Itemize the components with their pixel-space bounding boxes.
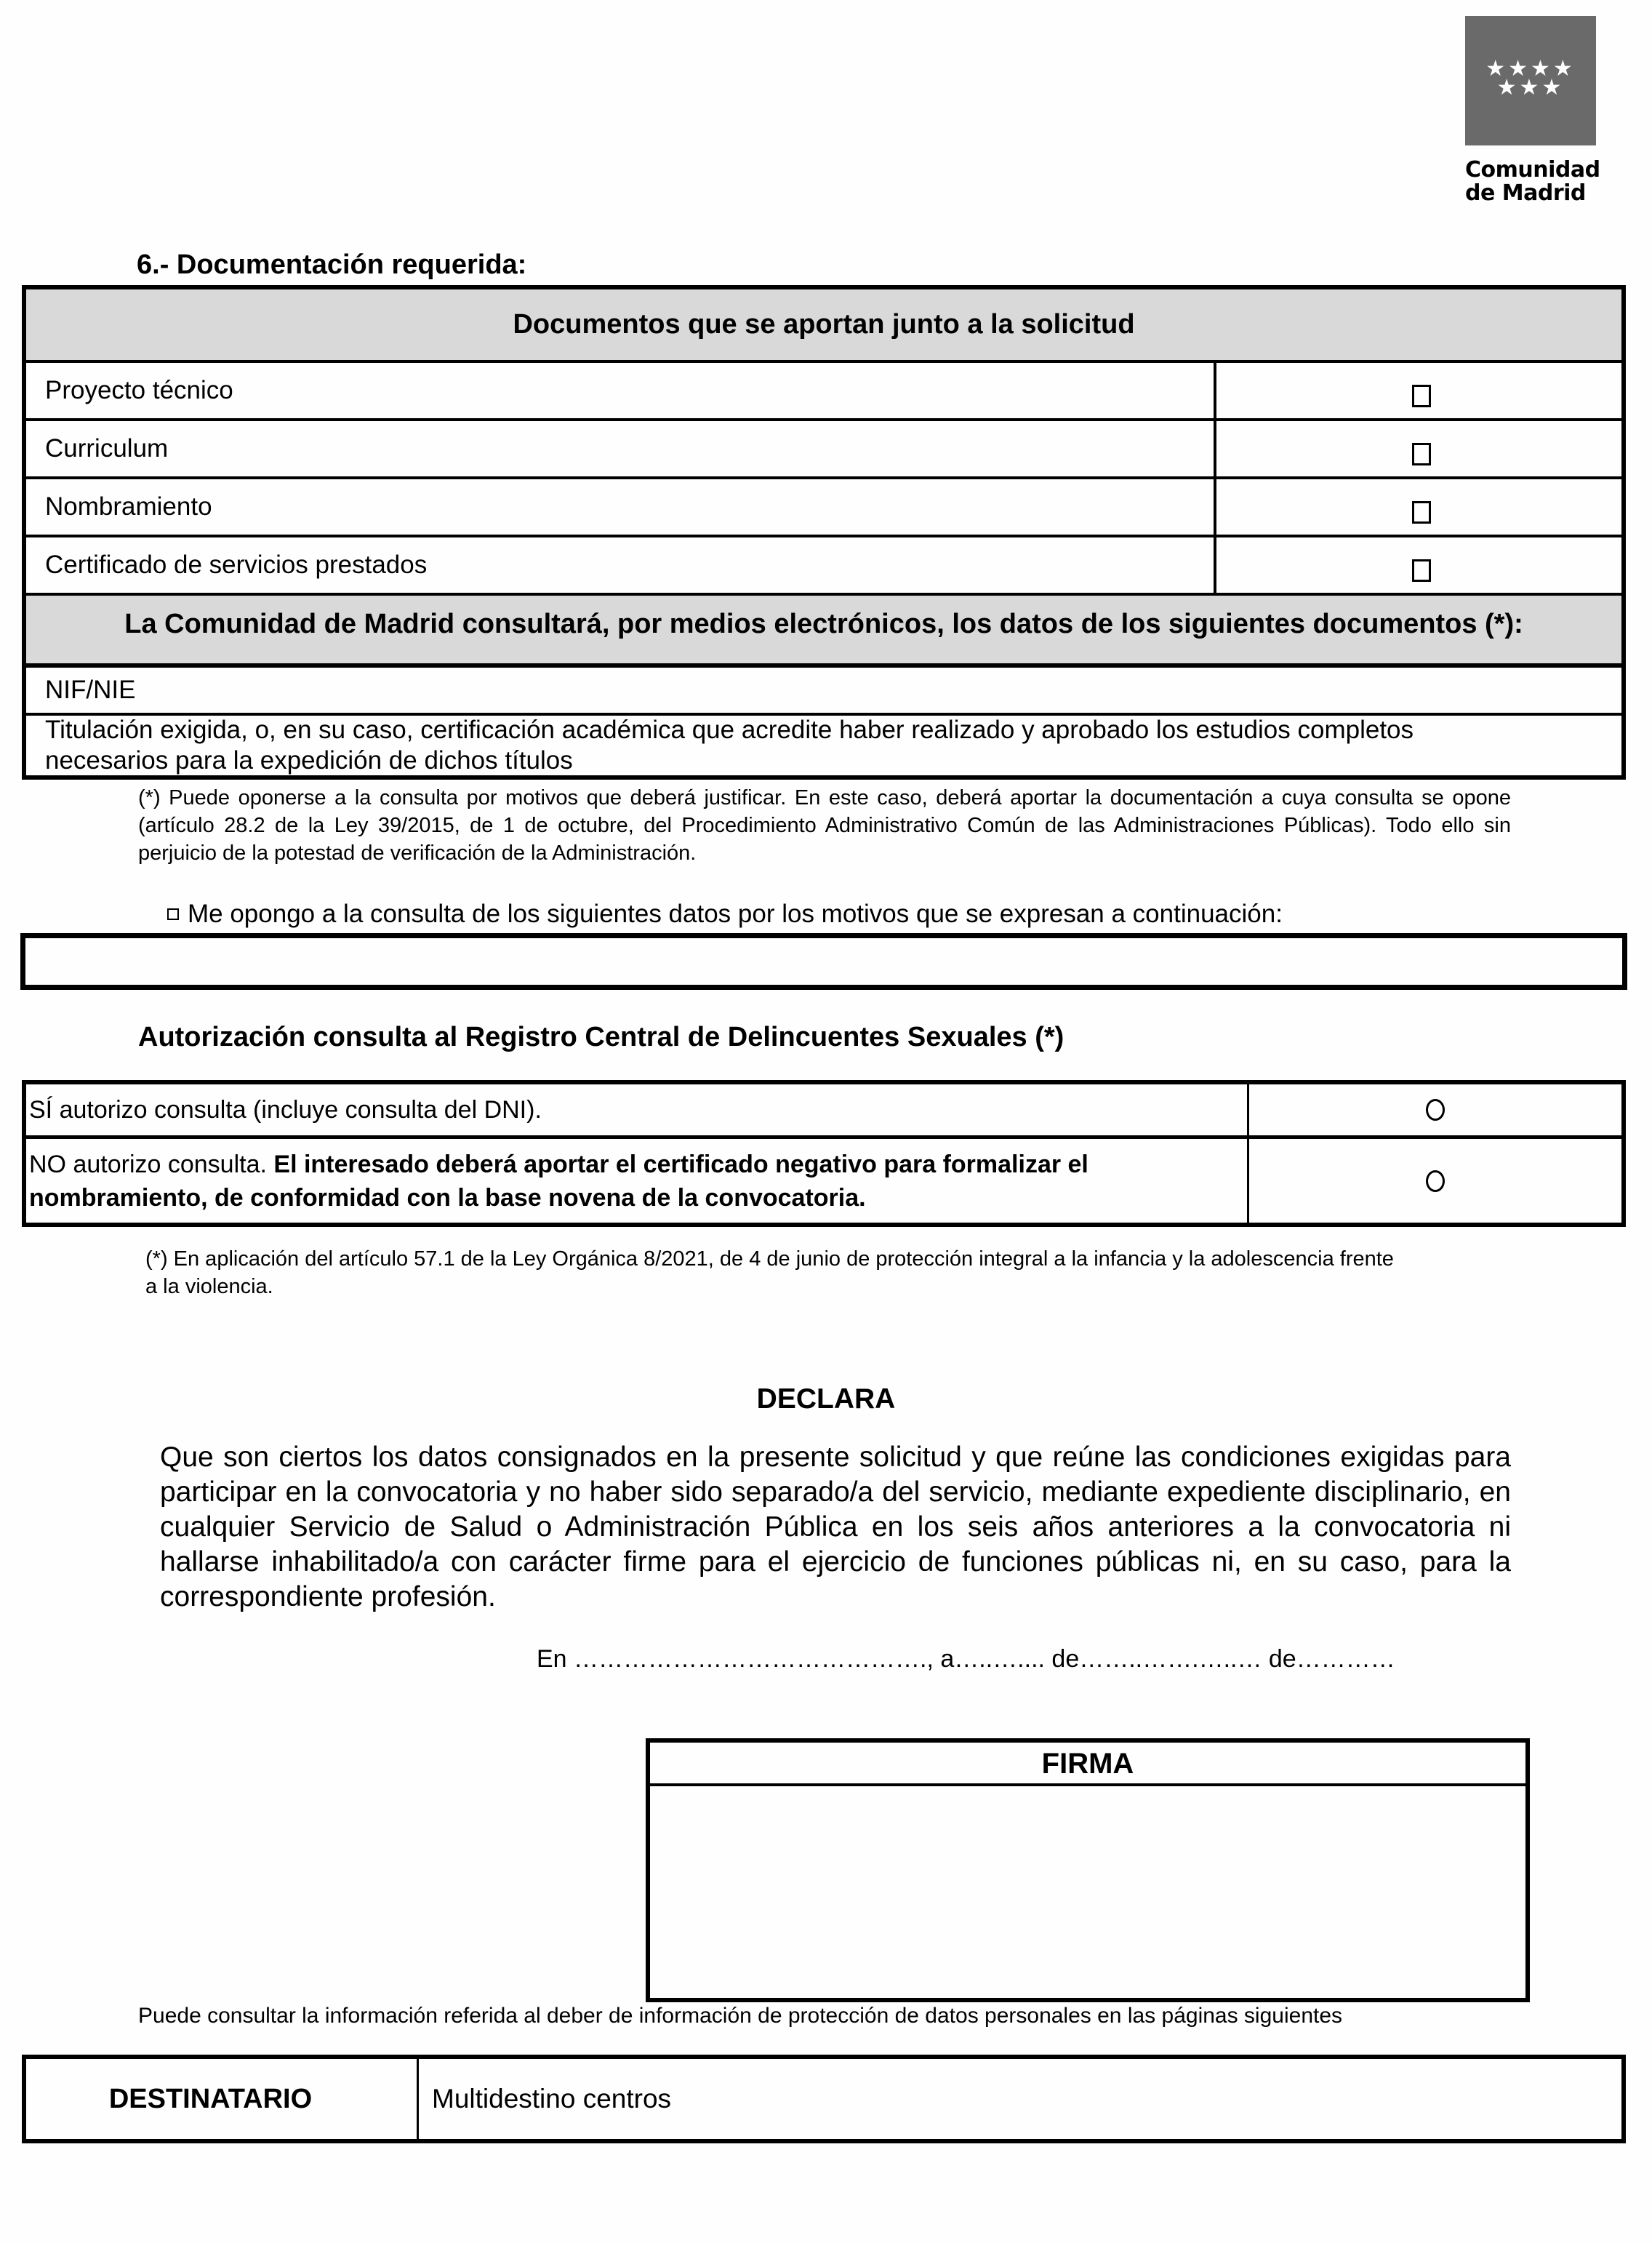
destinatario-label: DESTINATARIO: [26, 2059, 419, 2139]
section-title-documentacion: 6.- Documentación requerida:: [137, 249, 527, 280]
signature-title: FIRMA: [650, 1743, 1525, 1786]
document-checkbox-nombramiento[interactable]: [1412, 501, 1431, 524]
document-row: [26, 360, 1621, 418]
consultation-footnote: (*) Puede oponerse a la consulta por motivos que deberá justificar. En este caso, deberá aportar la documentación a cuya consulta se opone (artículo 28.2 de la Ley 39/2015, de 1 de octubre, del Procedimiento Administrativo Común de las Administraciones Públicas). Todo ello sin perjuicio de la potestad de verificación de la Administración.: [138, 786, 1511, 865]
documents-table: [22, 285, 1626, 780]
authorization-no-radio[interactable]: [1426, 1170, 1445, 1192]
authorization-yes-label: [26, 1084, 1249, 1135]
document-label: Nombramiento: [26, 479, 1216, 535]
document-row: [26, 418, 1621, 476]
document-label: Certificado de servicios prestados: [26, 537, 1216, 593]
document-row: [26, 476, 1621, 535]
signature-box: [646, 1738, 1530, 2002]
logo-line1: Comunidad: [1465, 157, 1600, 183]
place-date-line[interactable]: En ……………………………………., a…..….... de……..…….…..… de…………: [537, 1645, 1395, 1673]
consulted-document-titulacion: Titulación exigida, o, en su caso, certificación académica que acredite haber realizado y aprobado los estudios completos necesarios para la expedición de dichos títulos: [26, 713, 1621, 775]
comunidad-de-madrid-logo: [1465, 16, 1600, 206]
document-row: [26, 535, 1621, 593]
stars-icon: ★★★★ ★★★: [1485, 57, 1576, 100]
document-checkbox-proyecto-tecnico[interactable]: [1412, 385, 1431, 407]
authorization-yes-radio[interactable]: [1426, 1099, 1445, 1121]
authorization-no-text: NO autorizo consulta.: [29, 1150, 274, 1178]
signature-area[interactable]: [650, 1786, 1525, 1997]
authorization-yes-text: SÍ autorizo consulta (incluye consulta del DNI).: [29, 1096, 542, 1124]
authorization-no-label: [26, 1139, 1249, 1223]
logo-line2: de Madrid: [1465, 180, 1586, 206]
authorization-row-no: [26, 1135, 1621, 1223]
oppose-consultation-option[interactable]: [167, 900, 1283, 929]
destinatario-table: [22, 2055, 1626, 2143]
authorization-no-bold-text: El interesado deberá aportar el certificado negativo para formalizar el nombramiento, de conformidad con la base novena de la convocatoria.: [29, 1150, 1088, 1212]
document-checkbox-curriculum[interactable]: [1412, 443, 1431, 465]
declara-body: Que son ciertos los datos consignados en la presente solicitud y que reúne las condiciones exigidas para participar en la convocatoria y no haber sido separado/a del servicio, mediante expediente disciplinario, en cualquier Servicio de Salud o Administración Pública en los seis años anteriores a la convocatoria ni hallarse inhabilitado/a con carácter firme para el ejercicio de funciones públicas ni, en su caso, para la correspondiente profesión.: [160, 1442, 1511, 1612]
registro-footnote: (*) En aplicación del artículo 57.1 de la Ley Orgánica 8/2021, de 4 de junio de protección integral a la infancia y la adolescencia frente a la violencia.: [145, 1247, 1394, 1298]
documents-table-header: Documentos que se aportan junto a la solicitud: [26, 289, 1621, 360]
document-checkbox-certificado-servicios[interactable]: [1412, 559, 1431, 582]
logo-emblem: [1465, 16, 1596, 145]
document-label: Proyecto técnico: [26, 363, 1216, 418]
consulted-documents-header: La Comunidad de Madrid consultará, por medios electrónicos, los datos de los siguientes documentos (*):: [26, 593, 1621, 663]
oppose-reasons-field[interactable]: [20, 933, 1627, 990]
oppose-label: Me opongo a la consulta de los siguientes datos por los motivos que se expresan a continuación:: [188, 900, 1283, 928]
authorization-row-yes: [26, 1084, 1621, 1135]
consulted-document-nif: NIF/NIE: [26, 663, 1621, 713]
oppose-checkbox[interactable]: [167, 908, 179, 920]
declara-title: DECLARA: [756, 1383, 896, 1415]
registro-title: Autorización consulta al Registro Central de Delincuentes Sexuales (*): [138, 1022, 1064, 1052]
registro-authorization-table: [22, 1080, 1626, 1227]
document-label: Curriculum: [26, 421, 1216, 476]
logo-wordmark: [1465, 157, 1600, 206]
data-protection-note: Puede consultar la información referida al deber de información de protección de datos personales en las páginas siguientes: [138, 2004, 1343, 2028]
destinatario-value: Multidestino centros: [432, 2084, 672, 2114]
